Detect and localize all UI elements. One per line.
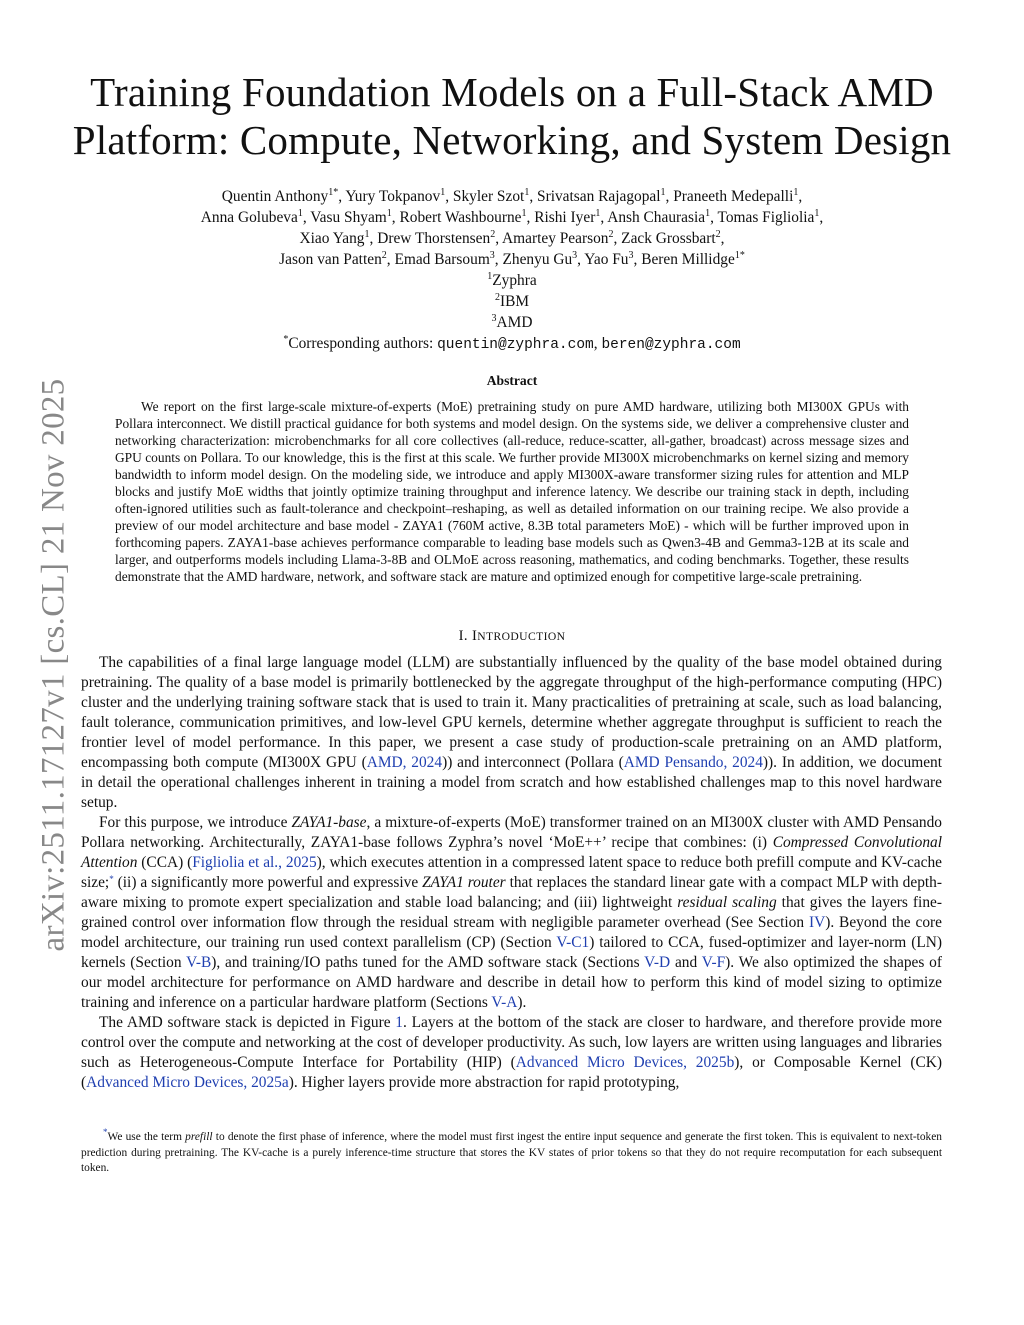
affil-name: Zyphra	[492, 272, 537, 289]
corr-label: Corresponding authors:	[288, 335, 434, 352]
email-beren[interactable]: beren@zyphra.com	[601, 337, 741, 353]
author: Robert Washbourne	[399, 209, 522, 226]
section-ref-link[interactable]: V-A	[491, 994, 518, 1011]
text-run: (ii) a significantly more powerful and expressive	[113, 874, 423, 891]
citation-link[interactable]: AMD Pensando, 2024	[623, 754, 763, 771]
author-affil-sup: 1	[297, 208, 303, 219]
author-affil-sup: 1	[386, 208, 392, 219]
emphasis: ZAYA1 router	[422, 874, 506, 891]
author-block	[60, 186, 964, 356]
text-run: )). In addition, we document in detail the operational challenges inherent in training a model from scratch and how established challenges map to this novel hardware setup.	[81, 754, 943, 811]
section-title-initial: I	[471, 628, 478, 644]
author-affil-sup: 1	[814, 208, 820, 219]
section-heading-introduction	[0, 628, 1024, 645]
emphasis: prefill	[185, 1131, 213, 1143]
text-run: that replaces the standard linear gate with a compact MLP with depth-aware mixing to promote expert specialization and stable load balancing; and (iii) lightweight	[81, 874, 942, 911]
emphasis: residual scaling	[677, 894, 777, 911]
section-title-rest: NTRODUCTION	[477, 630, 566, 643]
corr-sup: *	[283, 334, 289, 345]
author: Yury Tokpanov	[345, 188, 441, 205]
text-run: ).	[517, 994, 527, 1011]
section-ref-link[interactable]: V-B	[186, 954, 212, 971]
affil-sup: 2	[494, 292, 500, 303]
text-run: ), or Composable Kernel (CK) (	[81, 1054, 943, 1091]
figure-ref-link[interactable]: 1	[395, 1014, 403, 1031]
text-run: We use the term	[107, 1131, 186, 1143]
author: Drew Thorstensen	[377, 230, 491, 247]
text-run: ), and training/IO paths tuned for the AMD software stack (Sections	[211, 954, 645, 971]
author-line-2: Anna Golubeva$^1$, Vasu Shyam$^1$, Robert Washbourne$^1$, Rishi Iyer$^1$, Ansh Chaurasia$^1$, Tomas Figliolia$^1$,	[200, 208, 824, 226]
citation-link[interactable]: AMD, 2024	[366, 754, 443, 771]
author: Tomas Figliolia	[717, 209, 815, 226]
section-ref-link[interactable]: V-D	[644, 954, 671, 971]
author-affil-sup: 1*	[734, 250, 745, 261]
text-run: . Layers at the bottom of the stack are closer to hardware, and therefore provide more control over the compute and networking at the cost of developer productivity. As such, low layers are written using languages and libraries such as Heterogeneous-Compute Interface for Portability (HIP) (	[81, 1014, 942, 1071]
text-run: (CCA) (	[137, 854, 193, 871]
footnote-mark: *	[103, 1127, 108, 1137]
author-affil-sup: 1	[440, 187, 446, 198]
emphasis: ZAYA1-base	[291, 814, 367, 831]
corresponding-authors: *Corresponding authors: quentin@zyphra.com, beren@zyphra.com	[283, 334, 741, 353]
text-run: ). Beyond the core model architecture, our training run used context parallelism (CP) (Section	[81, 914, 942, 951]
introduction-body	[81, 653, 942, 1093]
affiliation-ibm	[60, 291, 964, 312]
text-run: ). Higher layers provide more abstraction for rapid prototyping,	[288, 1074, 680, 1091]
author: Vasu Shyam	[310, 209, 387, 226]
section-ref-link[interactable]: IV	[808, 914, 826, 931]
author: Zhenyu Gu	[502, 251, 573, 268]
citation-link[interactable]: Advanced Micro Devices, 2025a	[86, 1074, 289, 1091]
author-line-4: Jason van Patten$^2$, Emad Barsoum$^3$, Zhenyu Gu$^3$, Yao Fu$^3$, Beren Millidge$^{1*}$	[279, 250, 745, 268]
author-affil-sup: 1	[364, 229, 370, 240]
text-run: ). We also optimized the shapes of our model architecture for performance on AMD hardware and describe in detail how to perform this kind of model sizing to optimize training and inference on a particular hardware platform (Sections	[81, 954, 942, 1011]
author: Quentin Anthony	[221, 188, 329, 205]
author-line-1: Quentin Anthony$^{1*}$, Yury Tokpanov$^1$, Skyler Szot$^1$, Srivatsan Rajagopal$^1$, Praneeth Medepalli$^1$,	[221, 187, 803, 205]
text-run: ) tailored to CCA, fused-optimizer and layer-norm (LN) kernels (Section	[81, 934, 942, 971]
author-affil-sup: 1	[793, 187, 799, 198]
author: Amartey Pearson	[502, 230, 609, 247]
arxiv-stamp-text[interactable]: arXiv:2511.17127v1 [cs.CL] 21 Nov 2025	[35, 378, 72, 952]
text-run: )) and interconnect (Pollara (	[442, 754, 624, 771]
affiliation-amd	[60, 312, 964, 333]
text-run: to denote the first phase of inference, where the model must first ingest the entire input sequence and generate the first token. This is equivalent to next-token prediction during pretraining. The KV-cache is a purely inference-time structure that stores the KV states of prior tokens so that they do not require recomputation for each subsequent token.	[81, 1131, 942, 1174]
author: Beren Millidge	[641, 251, 735, 268]
paragraph-2	[81, 813, 942, 1013]
text-run: For this purpose, we introduce	[99, 814, 292, 831]
author-affil-sup: 1*	[328, 187, 339, 198]
affil-sup: 1	[487, 271, 493, 282]
section-number: I.	[458, 628, 468, 644]
section-ref-link[interactable]: V-F	[701, 954, 726, 971]
author: Skyler Szot	[452, 188, 525, 205]
email-quentin[interactable]: quentin@zyphra.com	[437, 337, 594, 353]
section-ref-link[interactable]: V-C1	[556, 934, 590, 951]
author-affil-sup: 2	[715, 229, 721, 240]
author-affil-sup: 1	[524, 187, 530, 198]
author-affil-sup: 1	[660, 187, 666, 198]
text-run: The AMD software stack is depicted in Figure	[99, 1014, 396, 1031]
author-affil-sup: 1	[521, 208, 527, 219]
author-affil-sup: 3	[572, 250, 578, 261]
author: Yao Fu	[584, 251, 629, 268]
abstract-heading: Abstract	[486, 373, 538, 388]
author-affil-sup: 1	[705, 208, 711, 219]
citation-link[interactable]: Advanced Micro Devices, 2025b	[515, 1054, 735, 1071]
author: Zack Grossbart	[621, 230, 716, 247]
text-run: and	[670, 954, 702, 971]
title-line-1: Training Foundation Models on a Full-Stack AMD	[90, 69, 934, 115]
citation-link[interactable]: Figliolia et al., 2025	[192, 854, 317, 871]
footnote	[81, 1127, 942, 1177]
emphasis: Compressed Convolutional Attention	[81, 834, 942, 871]
abstract-text: We report on the first large-scale mixture-of-experts (MoE) pretraining study on pure AMD hardware, utilizing both MI300X GPUs with Pollara interconnect. We distill practical guidance for both systems and model design. On the systems side, we deliver a comprehensive cluster and networking characterization: microbenchmarks for all core collectives (all-reduce, reduce-scatter, all-gather, broadcast) across message sizes and GPU counts on Pollara. To our knowledge, this is the first at this scale. We further provide MI300X microbenchmarks on kernel sizing and memory bandwidth to inform model design. On the modeling side, we introduce and apply MI300X-aware transformer sizing rules for attention and MLP blocks and justify MoE widths that jointly optimize training throughput and inference latency. We describe our training stack in depth, including often-ignored utilities such as fault-tolerance and checkpoint–reshaping, as well as detailed information on our training recipe. We also provide a preview of our model architecture and base model - ZAYA1 (760M active, 8.3B total parameters MoE) - which will be further improved upon in forthcoming papers. ZAYA1-base achieves performance comparable to leading base models such as Qwen3-4B and Gemma3-12B at its scale and larger, and outperforms models including Llama-3-8B and OLMoE across reasoning, mathematics, and coding benchmarks. Together, these results demonstrate that the AMD hardware, network, and software stack are mature and optimized enough for competitive large-scale pretraining.	[115, 399, 909, 584]
author-affil-sup: 3	[628, 250, 634, 261]
author-affil-sup: 2	[381, 250, 387, 261]
author: Xiao Yang	[299, 230, 365, 247]
paragraph-1	[81, 653, 942, 813]
paragraph-3	[81, 1013, 942, 1093]
text-run: ), which executes attention in a compressed latent space to reduce both prefill compute and KV-cache size;	[81, 854, 942, 891]
text-run: , a mixture-of-experts (MoE) transformer trained on an MI300X cluster with AMD Pensando Pollara networking. Architecturally, ZAYA1-base follows Zyphra’s novel ‘MoE++’ recipe that combines: (i)	[81, 814, 942, 851]
author: Rishi Iyer	[534, 209, 596, 226]
author-affil-sup: 2	[490, 229, 496, 240]
author: Jason van Patten	[279, 251, 382, 268]
affil-name: AMD	[496, 314, 533, 331]
paper-title	[60, 68, 964, 164]
affiliation-zyphra	[60, 270, 964, 291]
author: Emad Barsoum	[394, 251, 490, 268]
affil-sup: 3	[491, 313, 497, 324]
author: Srivatsan Rajagopal	[537, 188, 661, 205]
author-affil-sup: 3	[489, 250, 495, 261]
author-line-3: Xiao Yang$^1$, Drew Thorstensen$^2$, Amartey Pearson$^2$, Zack Grossbart$^2$,	[299, 229, 725, 247]
author-affil-sup: 1	[595, 208, 601, 219]
title-line-2: Platform: Compute, Networking, and System Design	[72, 117, 952, 163]
author-affil-sup: 2	[608, 229, 614, 240]
author: Anna Golubeva	[200, 209, 298, 226]
footnote-mark-link[interactable]: *	[109, 874, 114, 884]
author: Praneeth Medepalli	[673, 188, 794, 205]
affil-name: IBM	[499, 293, 530, 310]
text-run: that gives the layers fine-grained control over information flow through the residual stream with negligible parameter overhead (See Section	[81, 894, 942, 931]
author: Ansh Chaurasia	[607, 209, 706, 226]
text-run: The capabilities of a final large language model (LLM) are substantially influenced by the quality of the base model obtained during pretraining. The quality of a base model is primarily bottlenecked by the aggregate throughput of the high-performance computing (HPC) cluster and the underlying training software stack that is used to train it. Many practicalities of pretraining at scale, such as load balancing, fault tolerance, communication primitives, and low-level GPU kernels, determine whether aggregate throughput is sufficient to reach the frontier level of model performance. In this paper, we present a case study of production-scale pretraining on an AMD platform, encompassing both compute (MI300X GPU (	[81, 654, 942, 771]
